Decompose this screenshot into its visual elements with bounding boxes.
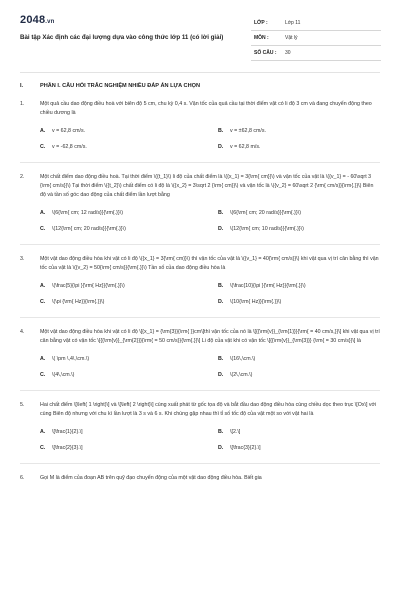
meta-key: LỚP :	[254, 20, 268, 26]
option-text: v = -62,8 cm/s.	[52, 144, 87, 150]
option-label: B.	[218, 210, 224, 216]
option-label: D.	[218, 299, 224, 305]
option-label: A.	[40, 429, 46, 435]
document-title: Bài tập Xác định các đại lượng dựa vào công thức lớp 11 (có lời giải)	[20, 34, 224, 41]
option-label: B.	[218, 128, 224, 134]
question-4-options	[20, 355, 380, 380]
option-text: \(6{\rm{ cm; 12 rad/s}}{\rm{.}}\)	[52, 210, 123, 216]
option-text: \(10{\rm{ Hz}}{\rm{.}}\)	[230, 299, 282, 305]
option-text: \[\frac{2}{3}.\]	[52, 445, 83, 451]
option-d[interactable]	[218, 298, 396, 307]
question-text: Một vật dao động điều hòa khi vật có li độ \[{x_1} = {\rm{3}}{\rm{ }}cm\]thì vận tốc của nó là \[{{\rm{v}}_{\rm{1}}}{\rm{ = 40 cm/s,}}\] khi vật qua vị trí cân bằng vật có vận tốc \[{{\rm{v}}_{\rm{2}}}{\rm{ = 50 cm/s}}{\rm{.}}\] Li độ của vật khi có vận tốc \[{{\rm{v}}_{\rm{3}}} {\rm{ = 30 cm/s}}\] là	[40, 329, 380, 344]
meta-value: 30	[285, 50, 291, 56]
meta-row-class	[251, 16, 381, 31]
option-text: v = 62,8 cm/s.	[52, 128, 86, 134]
option-label: A.	[40, 128, 46, 134]
option-text: \( \pm \,4\,\cm.\)	[52, 356, 90, 362]
question-text: Một vật dao động điều hòa khi vật có li độ \({x_1} = 3{\rm{ cm}}\) thì vận tốc của vật là \({v_1} = 40{\rm{ cm/s}}\) khi vật qua vị trí cân bằng thì vận tốc của vật là \({v_2} = 50{\rm{ cm/s}}{\rm{.}}\) Tần số của dao động điều hòa là	[40, 256, 379, 271]
option-text: \(2\,\cm.\)	[230, 372, 253, 378]
option-c[interactable]	[40, 444, 218, 453]
option-label: A.	[40, 356, 46, 362]
option-text: \[\frac{3}{2}.\]	[230, 445, 261, 451]
option-d[interactable]	[218, 371, 396, 380]
option-text: \(12{\rm{ cm; 20 rad/s}}{\rm{.}}\)	[52, 226, 126, 232]
question-text: Gọi M là điểm của đoạn AB trên quỹ đạo chuyển động của một vật dao động điều hòa. Biết gia	[40, 475, 262, 481]
question-4	[20, 328, 380, 346]
option-text: \[2.\]	[230, 429, 241, 435]
site-logo[interactable]	[20, 14, 55, 26]
question-2	[20, 173, 380, 200]
section-number: I.	[20, 83, 24, 89]
option-d[interactable]	[218, 143, 396, 152]
option-label: D.	[218, 144, 224, 150]
option-label: D.	[218, 226, 224, 232]
meta-value: Vật lý	[285, 35, 298, 41]
question-6	[20, 474, 380, 483]
page-header	[0, 0, 400, 60]
question-2-options	[20, 209, 380, 234]
option-text: \(\frac{10}{\pi }{\rm{ Hz}}{\rm{.}}\)	[230, 283, 306, 289]
option-a[interactable]	[40, 428, 218, 437]
question-1	[20, 100, 380, 118]
option-b[interactable]	[218, 127, 396, 136]
option-a[interactable]	[40, 127, 218, 136]
option-label: B.	[218, 356, 224, 362]
section-title: PHẦN I. CÂU HỎI TRẮC NGHIỆM NHIỀU ĐÁP ÁN LỰA CHỌN	[40, 83, 201, 89]
option-text: \(6{\rm{ cm; 20 rad/s}}{\rm{.}}\)	[230, 210, 301, 216]
question-number: 1.	[20, 101, 25, 107]
question-5	[20, 401, 380, 419]
option-label: C.	[40, 372, 46, 378]
option-a[interactable]	[40, 209, 218, 218]
option-d[interactable]	[218, 444, 396, 453]
question-divider	[20, 244, 380, 245]
question-divider	[20, 463, 380, 464]
option-text: \(4\,\cm.\)	[52, 372, 75, 378]
meta-row-question-count	[251, 46, 381, 61]
meta-value: Lớp 11	[285, 20, 301, 26]
option-text: \[\frac{1}{2}.\]	[52, 429, 83, 435]
logo-suffix-text: .vn	[45, 19, 55, 25]
meta-key: MÔN :	[254, 35, 269, 41]
meta-row-subject	[251, 31, 381, 46]
option-label: C.	[40, 226, 46, 232]
option-c[interactable]	[40, 225, 218, 234]
question-divider	[20, 162, 380, 163]
option-label: C.	[40, 445, 46, 451]
option-label: C.	[40, 299, 46, 305]
question-number: 4.	[20, 329, 25, 335]
option-text: \(12{\rm{ cm; 10 rad/s}}{\rm{.}}\)	[230, 226, 304, 232]
option-c[interactable]	[40, 371, 218, 380]
question-number: 6.	[20, 475, 25, 481]
option-label: A.	[40, 283, 46, 289]
meta-key: SỐ CÂU :	[254, 50, 277, 56]
option-b[interactable]	[218, 282, 396, 291]
question-number: 2.	[20, 174, 25, 180]
section-heading	[20, 82, 380, 91]
option-label: D.	[218, 445, 224, 451]
option-text: v = 62,8 m/s.	[230, 144, 261, 150]
option-text: v = ±62,8 cm/s.	[230, 128, 267, 134]
option-text: \(16\,\cm.\)	[230, 356, 256, 362]
option-d[interactable]	[218, 225, 396, 234]
question-3-options	[20, 282, 380, 307]
option-text: \(\pi {\rm{ Hz}}{\rm{.}}\)	[52, 299, 105, 305]
option-label: C.	[40, 144, 46, 150]
question-number: 5.	[20, 402, 25, 408]
question-3	[20, 255, 380, 273]
logo-main-text: 2048	[20, 14, 46, 26]
question-text: Một quả cầu dao động điều hoà với biên độ 5 cm, chu kỳ 0,4 s. Vận tốc của quả cầu tại thời điểm vật có li độ 3 cm và đang chuyển động theo chiều dương là	[40, 101, 372, 116]
option-a[interactable]	[40, 355, 218, 364]
question-text: Hai chất điểm \[\left( 1 \right)\] và \[\left( 2 \right)\] cùng xuất phát từ gốc tọa độ và bắt đầu dao động điều hòa cùng chiều dọc theo trục \[Ox\] với cùng Biên độ nhưng với chu kì lần lượt là 3 s và 6 s. Khi chúng gặp nhau thì tỉ số tốc độ của vật một so với vật hai là	[40, 402, 377, 417]
option-b[interactable]	[218, 428, 396, 437]
option-b[interactable]	[218, 209, 396, 218]
option-label: B.	[218, 429, 224, 435]
question-5-options	[20, 428, 380, 453]
option-c[interactable]	[40, 143, 218, 152]
option-b[interactable]	[218, 355, 396, 364]
header-divider	[20, 72, 380, 73]
option-label: D.	[218, 372, 224, 378]
question-1-options	[20, 127, 380, 152]
option-a[interactable]	[40, 282, 218, 291]
option-label: B.	[218, 283, 224, 289]
option-c[interactable]	[40, 298, 218, 307]
question-divider	[20, 317, 380, 318]
question-text: Một chất điểm dao động điều hoà. Tại thời điểm \({t_1}\) li độ của chất điểm là \({x_1} = 3{\rm{ cm}}\) và vận tốc của vật là \({v_1} = - 60\sqrt 3 {\rm{ cm/s}}\) Tại thời điểm \({t_2}\) chất điểm có li độ là \({x_2} = 3\sqrt 2 {\rm{ cm}}\) và vận tốc là \({v_2} = 60\sqrt 2 {\rm{ cm/s}}{\rm{.}}\) Biên độ và tần số góc dao động của chất điểm lần lượt bằng	[40, 174, 374, 198]
question-number: 3.	[20, 256, 25, 262]
document-meta-table	[251, 16, 381, 61]
document-body	[20, 82, 380, 483]
question-divider	[20, 390, 380, 391]
option-text: \(\frac{5}{\pi }{\rm{ Hz}}{\rm{.}}\)	[52, 283, 125, 289]
option-label: A.	[40, 210, 46, 216]
